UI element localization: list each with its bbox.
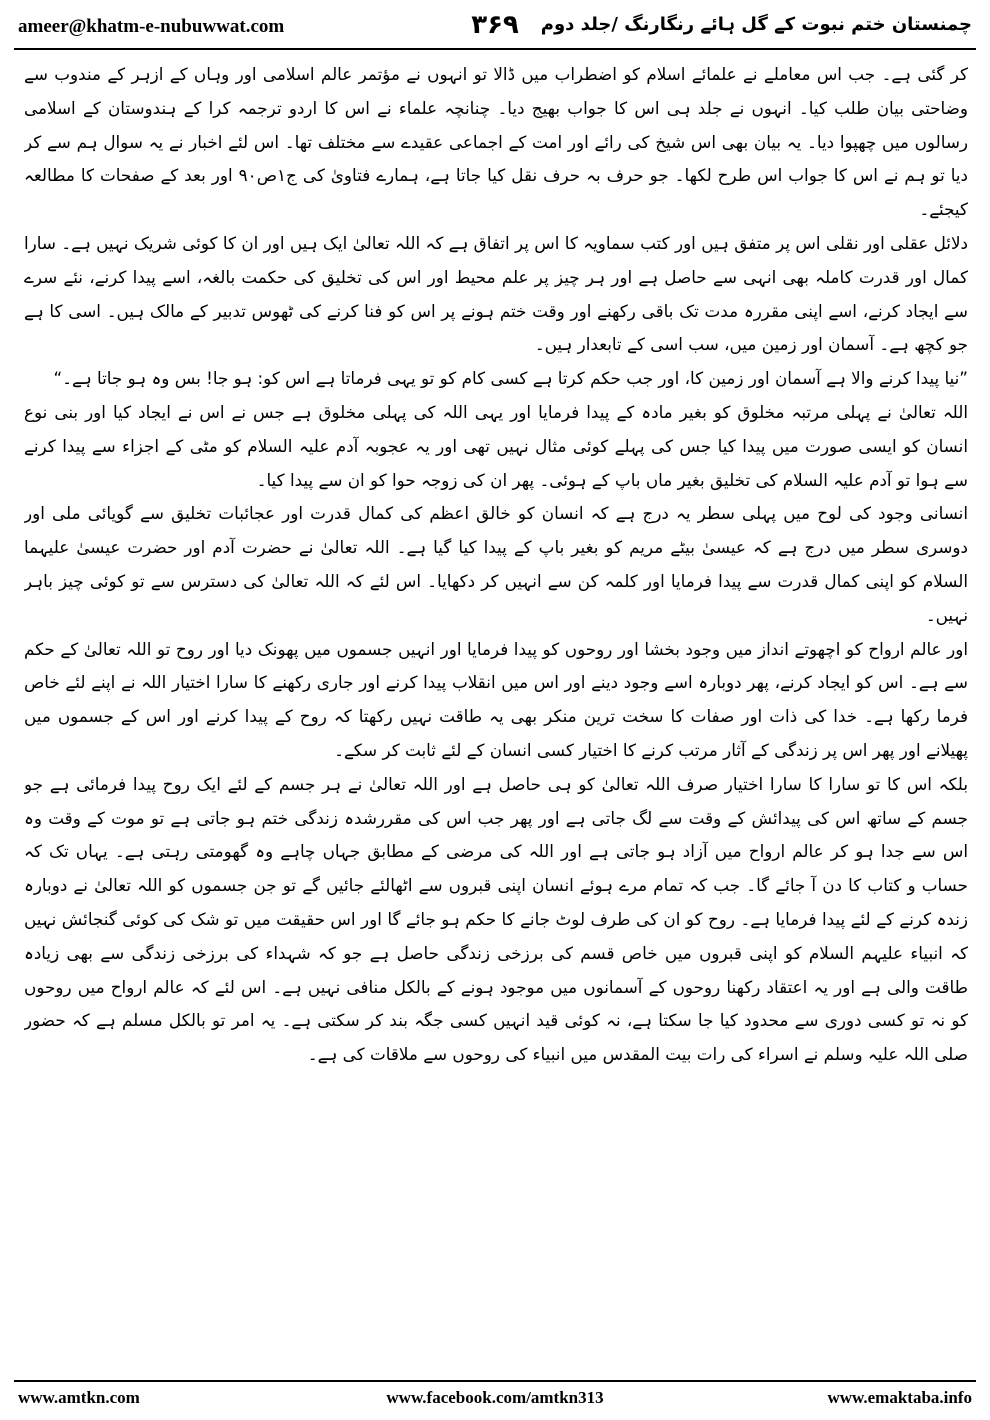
paragraph: اور عالم ارواح کو اچھوتے انداز میں وجود بخشا اور روحوں کو پیدا فرمایا اور انہیں جسموں میں پھونک دیا اور روح تو اللہ تعالیٰ کے حکم سے ہے۔ اس کو ایجاد کرنے، پھر دوبارہ اسے وجود دینے اور اس میں انقلاب پیدا کرنے اور جاری رکھنے کا سارا اختیار اللہ نے اپنے لئے خاص فرما رکھا ہے۔ خدا کی ذات اور صفات کا سخت ترین منکر بھی یہ طاقت نہیں رکھتا کہ روح کے پیدا کرنے اور اس کے جسموں میں پھیلانے اور پھر اس پر زندگی کے آثار مرتب کرنے کا اختیار کسی انسان کے لئے ثابت کر سکے۔: [24, 638, 968, 760]
footer-link-emaktaba[interactable]: www.emaktaba.info: [827, 1388, 972, 1407]
paragraph: بلکہ اس کا تو سارا کا سارا اختیار صرف اللہ تعالیٰ کو ہی حاصل ہے اور اللہ تعالیٰ نے ہر جسم کے لئے ایک روح پیدا فرمائی ہے جو جسم کے ساتھ اس کی پیدائش کے وقت سے لگ جاتی ہے اور پھر جب اس کی مقررشدہ زندگی ختم ہو جاتی ہے تو موت کے وقت وہ اس سے جدا ہو کر عالم ارواح میں آزاد ہو جاتی ہے اور اللہ کی مرضی کے مطابق جہاں چاہے وہ گھومتی رہتی ہے۔ یہاں تک کہ حساب و کتاب کا دن آ جائے گا۔ جب کہ تمام مرے ہوئے انسان اپنی قبروں سے اٹھالئے جائیں گے تو جن جسموں کو اللہ تعالیٰ نے دوبارہ زندہ کرنے کے لئے پیدا فرمایا ہے۔ روح کو ان کی طرف لوٹ جانے کا حکم ہو جائے گا اور اس حقیقت میں تو شک کی کوئی گنجائش نہیں کہ انبیاء علیہم السلام کو اپنی قبروں میں خاص قسم کی برزخی زندگی حاصل ہے جو کہ شہداء کی برزخی زندگی سے بھی زیادہ طاقت والی ہے اور یہ اعتقاد رکھنا روحوں کے آسمانوں میں موجود ہونے کے بالکل منافی نہیں ہے۔ اس لئے کہ عالم ارواح میں روحوں کو نہ تو کسی دوری سے محدود کیا جا سکتا ہے، نہ کوئی قید انہیں کسی جگہ بند کر سکتی ہے۔ یہ امر تو بالکل مسلم ہے کہ حضور صلی اللہ علیہ وسلم نے اسراء کی رات بیت المقدس میں انبیاء کی روحوں سے ملاقات کی ہے۔: [24, 773, 968, 1065]
paragraph: کر گئی ہے۔ جب اس معاملے نے علمائے اسلام کو اضطراب میں ڈالا تو انہوں نے مؤتمر عالم اسلامی اور وہاں کے ازہر کے مندوب سے وضاحتی بیان طلب کیا۔ انہوں نے جلد ہی اس کا جواب بھیج دیا۔ چنانچہ علماء نے اس کا اردو ترجمہ کرا کے ہندوستان کے اسلامی رسالوں میں چھپوا دیا۔ یہ بیان بھی اس شیخ کی رائے اور امت کے اجماعی عقیدے سے مختلف تھا۔ اس لئے اخبار نے یہ سوال ہم سے کر دیا تو ہم نے اس کا جواب اس طرح لکھا۔ جو حرف بہ حرف نقل کیا جاتا ہے، ہمارے فتاویٰ کی ج۱ص۹۰ اور بعد کے صفحات کا مطالعہ کیجئے۔: [24, 64, 968, 220]
header-email[interactable]: ameer@khatm-e-nubuwwat.com: [18, 16, 285, 37]
page-number: ۳۶۹: [471, 10, 519, 40]
paragraph: انسانی وجود کی لوح میں پہلی سطر یہ درج ہے کہ انسان کو خالق اعظم کی کمال قدرت اور عجائبات تخلیق سے گویائی ملی اور دوسری سطر میں درج ہے کہ عیسیٰ بیٹے مریم کو بغیر باپ کے پیدا کیا گیا ہے۔ اللہ تعالیٰ نے حضرت آدم اور حضرت عیسیٰ علیہما السلام کو اپنی کمال قدرت سے پیدا فرمایا اور کلمہ کن سے انہیں کر دکھایا۔ اس لئے کہ اللہ تعالیٰ کی دسترس سے تو کوئی چیز باہر نہیں۔: [24, 503, 968, 625]
footer-divider: [14, 1380, 976, 1382]
header-divider: [14, 48, 976, 50]
paragraph: اللہ تعالیٰ نے پہلی مرتبہ مخلوق کو بغیر مادہ کے پیدا فرمایا اور یہی اللہ کی پہلی مخلوق ہے جس نے اس نے ایجاد کیا اور بنی نوع انسان کو ایسی صورت میں پیدا کیا جس کی پہلے کوئی مثال نہیں تھی اور یہ عجوبہ آدم علیہ السلام کو مٹی کے اجزاء سے پیدا کرنے سے ہوا تو آدم علیہ السلام کی تخلیق بغیر ماں باپ کے ہوئی۔ پھر ان کی زوجہ حوا کو ان سے پیدا کیا۔: [24, 401, 968, 490]
page-header: [14, 10, 976, 44]
book-title: چمنستان ختم نبوت کے گل ہائے رنگارنگ /جلد دوم: [540, 14, 972, 35]
page-body: [24, 58, 968, 1372]
footer-link-facebook[interactable]: www.facebook.com/amtkn313: [386, 1388, 604, 1407]
quotation-paragraph: ”نیا پیدا کرنے والا ہے آسمان اور زمین کا، اور جب حکم کرتا ہے کسی کام کو تو یہی فرماتا ہے اس کو: ہو جا! بس وہ ہو جاتا ہے۔“: [53, 368, 968, 389]
page-footer: [14, 1388, 976, 1412]
paragraph: دلائل عقلی اور نقلی اس پر متفق ہیں اور کتب سماویہ کا اس پر اتفاق ہے کہ اللہ تعالیٰ ایک ہیں اور ان کا کوئی شریک نہیں ہے۔ سارا کمال اور قدرت کاملہ بھی انہی سے حاصل ہے اور ہر چیز پر علم محیط اور اس کی تخلیق کی حکمت بالغہ، اسے پیدا کرنے، نئے سرے سے ایجاد کرنے، اسے اپنی مقررہ مدت تک باقی رکھنے اور وقت ختم ہونے پر اس کو فنا کرنے کی ٹھوس تدبیر کے مالک ہیں۔ اسی کا ہے جو کچھ ہے۔ آسمان اور زمین میں، سب اسی کے تابعدار ہیں۔: [24, 232, 968, 355]
footer-link-amtkn[interactable]: www.amtkn.com: [18, 1388, 140, 1407]
